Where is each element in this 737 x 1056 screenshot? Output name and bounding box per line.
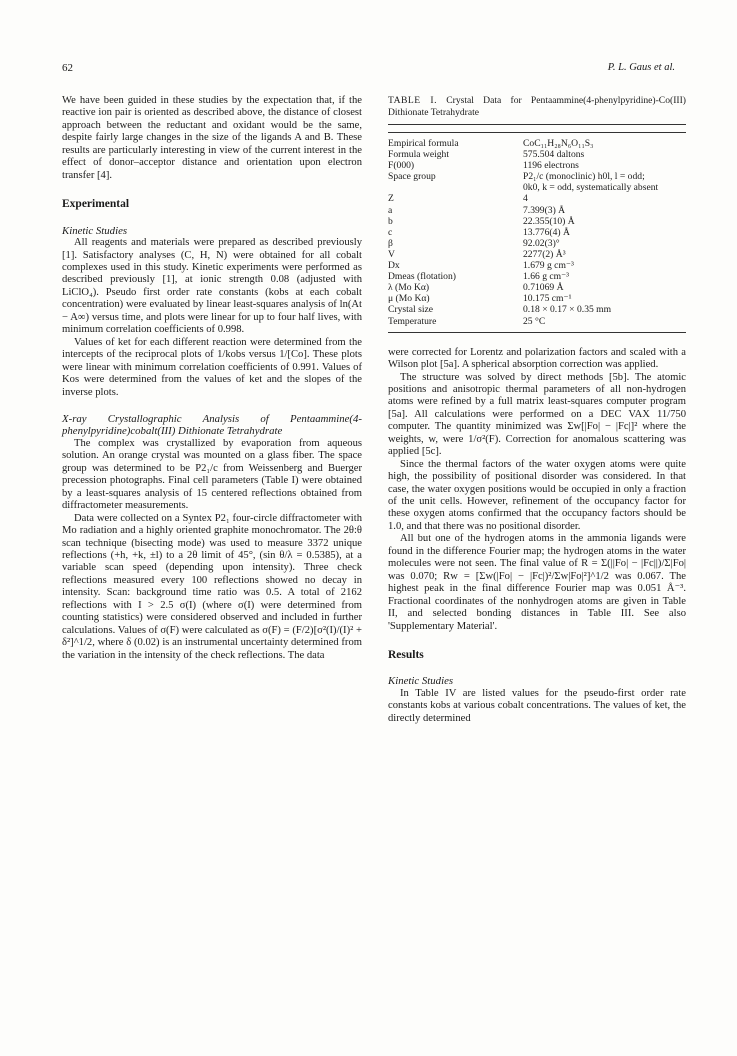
table-row	[388, 182, 686, 193]
table-cell-value: 1196 electrons	[523, 160, 579, 172]
table-cell-property: b	[388, 215, 393, 227]
table-row	[388, 133, 686, 150]
table-label: TABLE I.	[388, 95, 437, 106]
table-cell-property: Z	[388, 193, 394, 205]
table-row	[388, 193, 686, 204]
table-row	[388, 249, 686, 260]
results-paragraph: In Table IV are listed values for the pseudo-first order rate constants kobs at various cobalt concentrations. The values of ket, the directly determined	[388, 687, 686, 724]
table-cell-value: 25 °C	[523, 315, 546, 327]
table-row	[388, 216, 686, 227]
table-cell-value: 7.399(3) Å	[523, 204, 566, 216]
experimental-heading: Experimental	[62, 198, 130, 211]
table-cell-property: F(000)	[388, 160, 415, 172]
table-cell-property: Space group	[388, 171, 436, 183]
right-column	[388, 95, 686, 725]
refinement-paragraph: All but one of the hydrogen atoms in the ammonia ligands were found in the difference Fourier map; the hydrogen atoms in the water molecules were not seen. The final value of R = Σ(||Fo| − |Fc||)/Σ|Fo| was 0.070; Rw = [Σw(|Fo| − |Fc|)²/Σw|Fo|²]^1/2 was 0.067. The highest peak in the final difference Fourier map was 0.051 Å⁻³. Fractional coordinates of the nonhydrogen atoms are given in Table II, and selected bonding distances in Table III. See also 'Supplementary Material'.	[388, 533, 686, 632]
table-cell-value: 575.504 daltons	[523, 149, 585, 161]
table-cell-property: λ (Mo Kα)	[388, 282, 430, 294]
table-row	[388, 227, 686, 238]
table-cell-value: 0.71069 Å	[523, 282, 564, 294]
table-cell-value: 1.679 g cm⁻³	[523, 260, 574, 272]
table-row	[388, 282, 686, 293]
xray-paragraph-2: Data were collected on a Syntex P2₁ four-circle diffractometer with Mo radiation and a highly oriented graphite monochromator. The 2θ:θ scan technique (bisecting mode) was used to measure 3372 unique reflections (+h, +k, ±l) to a 2θ limit of 45°, (sin θ/λ = 0.5385), at a variable scan speed (depending upon intensity). Three check reflections measured every 100 reflections showed no decay in intensity. Scan: background time ratio was 0.5. A total of 2162 reflections with I > 2.5 σ(I) (where σ(I) were determined from counting statistics) were considered observed and included in further calculations. Values of σ(F) were calculated as σ(F) = (F/2)[σ²(I)/(I)² + δ²]^1/2, where δ (0.02) is an instrumental uncertainty determined from the variation in the intensity of the check reflections. The data	[62, 512, 362, 661]
kinetic-paragraph-2: Values of ket for each different reaction were determined from the intercepts of the reciprocal plots of 1/kobs versus 1/[Co]. These plots were linear with minimum correlation coefficients of 0.991. Values of Kos were determined from the values of ket and the slopes of the inverse plots.	[62, 336, 362, 398]
table-cell-value: 22.355(10) Å	[523, 215, 575, 227]
table-cell-property: c	[388, 226, 393, 238]
table-cell-property: a	[388, 204, 393, 216]
table-cell-property: Crystal size	[388, 304, 434, 316]
table-cell-value: 1.66 g cm⁻³	[523, 271, 570, 283]
table-row	[388, 171, 686, 182]
table-cell-value: 0k0, k = odd, systematically absent	[523, 182, 659, 194]
table-cell-property: Dmeas (flotation)	[388, 271, 456, 283]
table-cell-property: μ (Mo Kα)	[388, 293, 430, 305]
table-cell-value: 13.776(4) Å	[523, 226, 570, 238]
table-row	[388, 238, 686, 249]
table-row	[388, 293, 686, 304]
table-cell-property: Dx	[388, 260, 400, 272]
data-correction-paragraph: were corrected for Lorentz and polarization factors and scaled with a Wilson plot [5a]. A spherical absorption correction was applied.	[388, 346, 686, 371]
table-cell-property: Empirical formula	[388, 138, 459, 149]
xray-paragraph-1: The complex was crystallized by evaporation from aqueous solution. An orange crystal was mounted on a glass fiber. The space group was determined to be P2₁/c from Weissenberg and Buerger precession photographs. Final cell parameters (Table I) were obtained by a least-squares analysis of 15 centered reflections obtained from diffractometer measurements.	[62, 437, 362, 512]
kinetic-paragraph-1: All reagents and materials were prepared as described previously [1]. Satisfactory analyses (C, H, N) were obtained for all cobalt complexes used in this study. Kinetic experiments were performed as described previously [1], at ionic strength 0.08 (adjusted with LiClO₄). Pseudo first order rate constants (kobs at each cobalt concentration) were evaluated by linear least-squares analysis of ln(At − A∞) versus time, and plots were linear for up to four half lives, with minimum correlation coefficients of 0.998.	[62, 237, 362, 336]
left-column	[62, 95, 362, 662]
results-heading: Results	[388, 649, 424, 662]
table-cell-value: 92.02(3)°	[523, 237, 560, 249]
results-kinetic-heading: Kinetic Studies	[388, 675, 454, 688]
kinetic-studies-heading: Kinetic Studies	[62, 224, 128, 237]
crystal-data-table	[388, 124, 686, 333]
page-number: 62	[62, 62, 73, 74]
table-row	[388, 149, 686, 160]
table-cell-value: P2₁/c (monoclinic) h0l, l = odd;	[523, 171, 645, 183]
table-row	[388, 304, 686, 315]
disorder-paragraph: Since the thermal factors of the water oxygen atoms were quite high, the possibility of positional disorder was considered. In that case, the water oxygen positions would be occupied in only a fraction of the unit cells. However, refinement of the occupancy factor for these oxygen atoms confirmed that the occupancy factors should be 1.0, and that there was no positional disorder.	[388, 458, 686, 532]
table-cell-value: CoC₁₁H₂₈N₆O₁₁S₃	[523, 138, 594, 149]
table-row	[388, 316, 686, 333]
table-caption	[388, 95, 686, 118]
intro-paragraph: We have been guided in these studies by the expectation that, if the reactive ion pair is oriented as described above, the distance of closest approach between the reductant and oxidant would be the same, despite fairly large changes in the size of the ligands A and B. These results are particularly interesting in view of the current interest in the effect of donor–acceptor distance and orientation upon electron transfer [4].	[62, 95, 362, 181]
table-cell-value: 0.18 × 0.17 × 0.35 mm	[523, 304, 612, 316]
structure-solution-paragraph: The structure was solved by direct methods [5b]. The atomic positions and anisotropic thermal parameters of all non-hydrogen atoms were refined by a full matrix least-squares computer program [5a]. All calculations were performed on a DEC VAX 11/750 computer. The quantity minimized was Σw[|Fo| − |Fc|]² where the weights, w, were 1/σ²(F). Correction for anomalous scattering was applied [5c].	[388, 371, 686, 458]
table-cell-value: 4	[523, 193, 528, 205]
table-cell-value: 10.175 cm⁻¹	[523, 293, 572, 305]
table-row	[388, 260, 686, 271]
table-row	[388, 271, 686, 282]
xray-heading: X-ray Crystallographic Analysis of Pentaammine(4-phenylpyridine)cobalt(III) Dithionate Tetrahydrate	[62, 412, 362, 438]
table-cell-property: V	[388, 248, 395, 260]
table-cell-property	[388, 182, 523, 193]
table-cell-value: 2277(2) Å³	[523, 248, 566, 260]
table-cell-property: Formula weight	[388, 149, 450, 161]
running-head: P. L. Gaus et al.	[607, 62, 675, 73]
table-cell-property: β	[388, 237, 393, 249]
table-row	[388, 160, 686, 171]
table-row	[388, 205, 686, 216]
table-cell-property: Temperature	[388, 315, 437, 327]
table-title: Crystal Data for Pentaammine(4-phenylpyridine)-Co(III) Dithionate Tetrahydrate	[388, 95, 686, 118]
